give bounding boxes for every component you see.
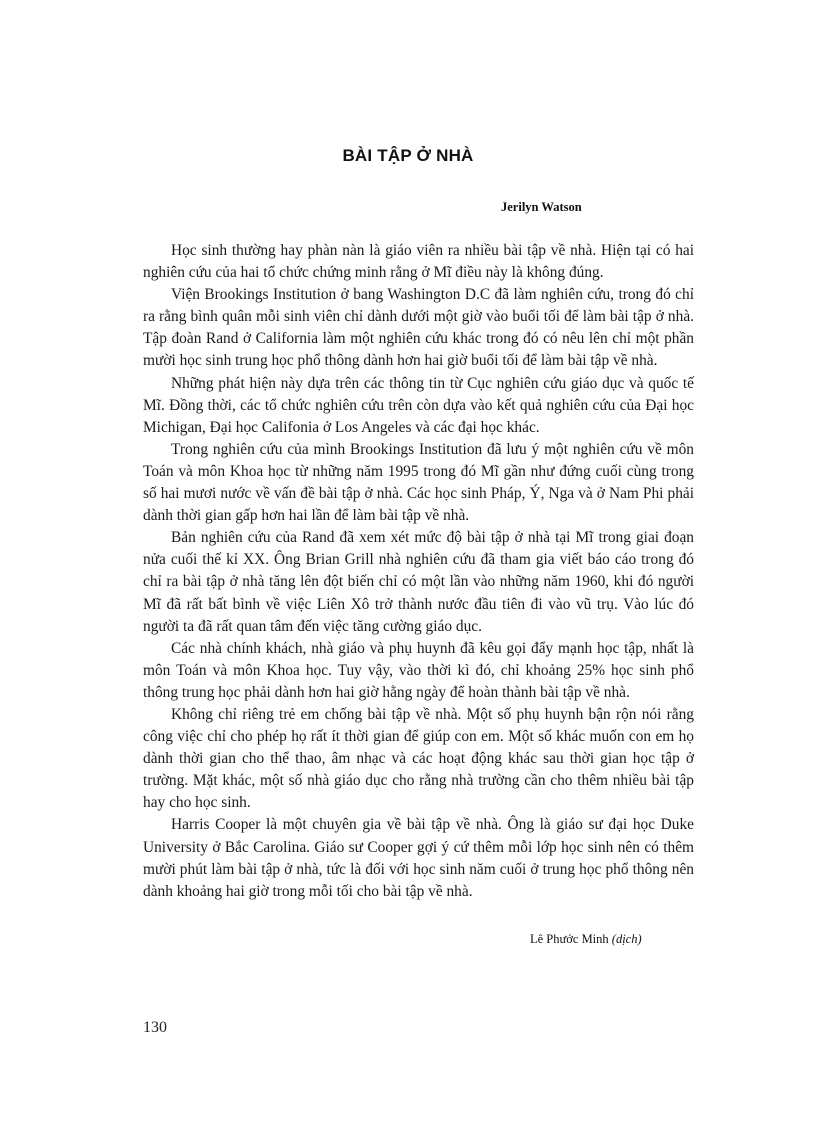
translator-credit bbox=[456, 932, 696, 947]
paragraph: Học sinh thường hay phàn nàn là giáo viên ra nhiều bài tập về nhà. Hiện tại có hai nghiên cứu của hai tổ chức chứng minh rằng ở Mĩ điều này là không đúng. bbox=[143, 242, 694, 282]
paragraph: Viện Brookings Institution ở bang Washington D.C đã làm nghiên cứu, trong đó chỉ ra rằng bình quân mỗi sinh viên chỉ dành dưới một giờ vào buổi tối để làm bài tập ở nhà. Tập đoàn Rand ở California làm một nghiên cứu khác trong đó có nêu lên chỉ một phần mười học sinh trung học phổ thông dành hơn hai giờ buổi tối để làm bài tập về nhà. bbox=[143, 286, 694, 370]
translator-role: (dịch) bbox=[611, 932, 642, 946]
paragraph: Harris Cooper là một chuyên gia về bài tập về nhà. Ông là giáo sư đại học Duke University ở Bắc Carolina. Giáo sư Cooper gợi ý cứ thêm mỗi lớp học sinh nên có thêm mười phút làm bài tập ở nhà, tức là đối với học sinh năm cuối ở trung học phổ thông nên dành khoảng hai giờ trong mỗi tối cho bài tập về nhà. bbox=[143, 816, 694, 900]
article-author: Jerilyn Watson bbox=[501, 200, 582, 214]
paragraph: Các nhà chính khách, nhà giáo và phụ huynh đã kêu gọi đẩy mạnh học tập, nhất là môn Toán và môn Khoa học. Tuy vậy, vào thời kì đó, chỉ khoảng 25% học sinh phổ thông trung học phải dành hơn hai giờ hằng ngày để hoàn thành bài tập về nhà. bbox=[143, 639, 694, 701]
paragraph: Những phát hiện này dựa trên các thông tin từ Cục nghiên cứu giáo dục và quốc tế Mĩ. Đồng thời, các tổ chức nghiên cứu trên còn dựa vào kết quả nghiên cứu của Đại học Michigan, Đại học Califonia ở Los Angeles và các đại học khác. bbox=[143, 374, 694, 436]
page-number: 130 bbox=[143, 1019, 167, 1036]
article-body bbox=[143, 240, 694, 903]
article-title: BÀI TẬP Ở NHÀ bbox=[342, 146, 474, 165]
translator-name: Lê Phước Minh bbox=[530, 932, 609, 946]
paragraph: Không chỉ riêng trẻ em chống bài tập về nhà. Một số phụ huynh bận rộn nói rằng công việc chỉ cho phép họ rất ít thời gian để giúp con em. Một số khác muốn con em họ dành thời gian cho thể thao, âm nhạc và các hoạt động khác sau thời gian học tập ở trường. Mặt khác, một số nhà giáo dục cho rằng nhà trường cần cho thêm nhiều bài tập hay cho học sinh. bbox=[143, 705, 694, 812]
paragraph: Bản nghiên cứu của Rand đã xem xét mức độ bài tập ở nhà tại Mĩ trong giai đoạn nửa cuối thế kỉ XX. Ông Brian Grill nhà nghiên cứu đã tham gia viết báo cáo trong đó chỉ ra bài tập ở nhà tăng lên đột biến chỉ có một lần vào những năm 1960, khi đó người Mĩ đã rất bất bình về việc Liên Xô trở thành nước đầu tiên đi vào vũ trụ. Vào lúc đó người ta đã rất quan tâm đến việc tăng cường giáo dục. bbox=[143, 529, 694, 635]
paragraph: Trong nghiên cứu của mình Brookings Institution đã lưu ý một nghiên cứu về môn Toán và môn Khoa học từ những năm 1995 trong đó Mĩ gần như đứng cuối cùng trong số hai mươi nước về vấn đề bài tập ở nhà. Các học sinh Pháp, Ý, Nga và ở Nam Phi phải dành thời gian gấp hơn hai lần để làm bài tập về nhà. bbox=[143, 440, 694, 525]
